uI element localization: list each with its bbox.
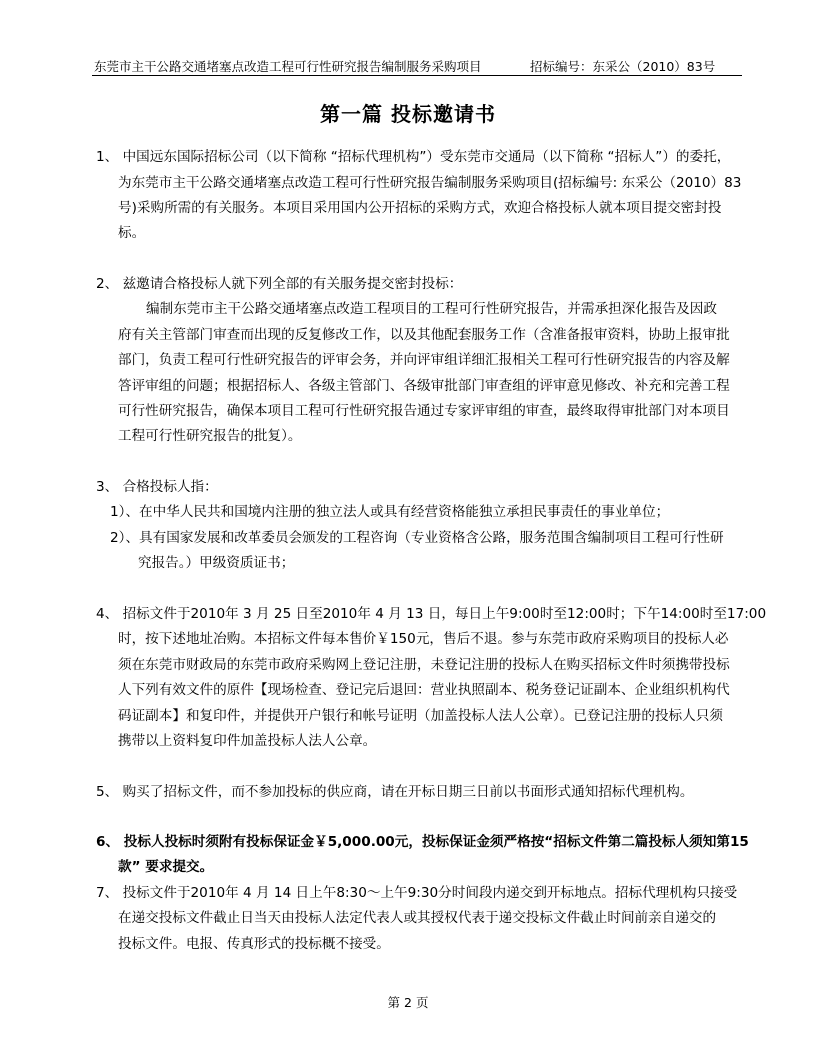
paragraph-line: 标。 xyxy=(118,225,146,241)
paragraph-line: 投标文件。电报、传真形式的投标概不接受。 xyxy=(118,936,390,952)
paragraph-line: 部门，负责工程可行性研究报告的评审会务，并向评审组详细汇报相关工程可行性研究报告的内容及解 xyxy=(118,352,730,368)
page-header xyxy=(92,57,742,76)
paragraph-line: 4、 招标文件于2010年 3 月 25 日至2010年 4 月 13 日，每日上午9:00时至12:00时；下午14:00时至17:00 xyxy=(96,606,767,622)
paragraph-line: 2、 兹邀请合格投标人就下列全部的有关服务提交密封投标： xyxy=(96,276,463,292)
paragraph-line: 7、 投标文件于2010年 4 月 14 日上午8:30～上午9:30分时间段内递交到开标地点。招标代理机构只接受 xyxy=(96,885,738,901)
paragraph-line: 6、 投标人投标时须附有投标保证金￥5,000.00元，投标保证金须严格按“招标文件第二篇投标人须知第15 xyxy=(96,834,749,850)
paragraph-line: 2）、具有国家发展和改革委员会颁发的工程咨询（专业资格含公路，服务范围含编制项目工程可行性研 xyxy=(110,530,724,546)
paragraph-line: 1）、在中华人民共和国境内注册的独立法人或具有经营资格能独立承担民事责任的事业单位； xyxy=(110,504,670,520)
paragraph-line: 府有关主管部门审查而出现的反复修改工作，以及其他配套服务工作（含准备报审资料，协助上报审批 xyxy=(118,327,730,343)
paragraph-line: 究报告。）甲级资质证书； xyxy=(138,555,295,571)
paragraph-line: 须在东莞市财政局的东莞市政府采购网上登记注册，未登记注册的投标人在购买招标文件时须携带投标 xyxy=(118,657,730,673)
paragraph-line: 编制东莞市主干公路交通堵塞点改造工程项目的工程可行性研究报告，并需承担深化报告及因政 xyxy=(146,301,717,317)
paragraph-line: 3、 合格投标人指： xyxy=(96,479,218,495)
paragraph-line: 工程可行性研究报告的批复）。 xyxy=(118,428,302,444)
paragraph-line: 答评审组的问题；根据招标人、各级主管部门、各级审批部门审查组的评审意见修改、补充和完善工程 xyxy=(118,378,730,394)
paragraph-line: 人下列有效文件的原件【现场检查、登记完后退回：营业执照副本、税务登记证副本、企业组织机构代 xyxy=(118,682,730,698)
paragraph-line: 在递交投标文件截止日当天由投标人法定代表人或其授权代表于递交投标文件截止时间前亲自递交的 xyxy=(118,910,717,926)
paragraph-line: 1、 中国远东国际招标公司（以下简称 “招标代理机构”）受东莞市交通局（以下简称 “招标人”）的委托， xyxy=(96,149,731,165)
paragraph-line: 可行性研究报告，确保本项目工程可行性研究报告通过专家评审组的审查，最终取得审批部门对本项目 xyxy=(118,403,730,419)
paragraph-line: 号)采购所需的有关服务。本项目采用国内公开招标的采购方式，欢迎合格投标人就本项目提交密封投 xyxy=(118,200,722,216)
header-bid-number: 招标编号：东采公（2010）83号 xyxy=(530,59,716,74)
paragraph-line: 时，按下述地址冶购。本招标文件每本售价￥150元，售后不退。参与东莞市政府采购项目的投标人必 xyxy=(118,631,729,647)
paragraph-line: 码证副本】和复印件，并提供开户银行和帐号证明（加盖投标人法人公章）。已登记注册的投标人只须 xyxy=(118,708,723,724)
section-title: 第一篇 投标邀请书 xyxy=(320,102,496,126)
paragraph-line: 款” 要求提交。 xyxy=(118,859,214,875)
paragraph-line: 5、 购买了招标文件，而不参加投标的供应商，请在开标日期三日前以书面形式通知招标代理机构。 xyxy=(96,784,694,800)
page-number: 第 2 页 xyxy=(387,995,429,1010)
paragraph-line: 携带以上资料复印件加盖投标人法人公章。 xyxy=(118,733,377,749)
paragraph-line: 为东莞市主干公路交通堵塞点改造工程可行性研究报告编制服务采购项目(招标编号: 东采公（2010）83 xyxy=(118,175,742,191)
header-project-name: 东莞市主干公路交通堵塞点改造工程可行性研究报告编制服务采购项目 xyxy=(94,59,482,74)
